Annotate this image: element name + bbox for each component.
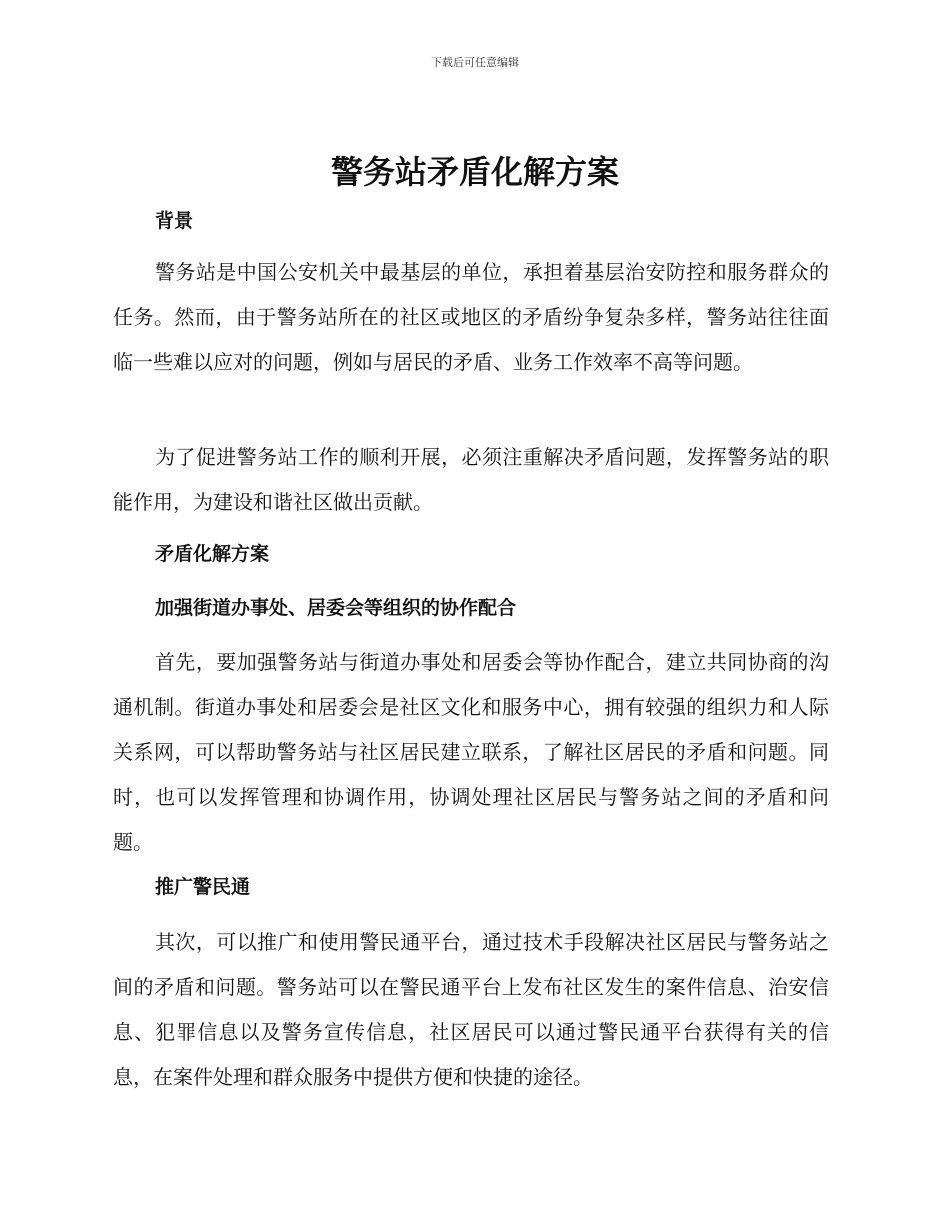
- section-heading-resolution-plan: 矛盾化解方案: [155, 543, 270, 565]
- section-heading-background: 背景: [155, 210, 194, 232]
- document-title: 警务站矛盾化解方案: [330, 153, 619, 191]
- paragraph-background-1: 警务站是中国公安机关中最基层的单位，承担着基层治安防控和服务群众的任务。然而，由于警务站所在的社区或地区的矛盾纷争复杂多样，警务站往往面临一些难以应对的问题，例如与居民的矛盾、业务工作效率不高等问题。: [113, 260, 829, 374]
- section-heading-police-app: 推广警民通: [155, 876, 251, 898]
- page-header: 下载后可任意编辑: [431, 56, 519, 69]
- paragraph-background-2: 为了促进警务站工作的顺利开展，必须注重解决矛盾问题，发挥警务站的职能作用，为建设和谐社区做出贡献。: [113, 445, 829, 514]
- section-heading-cooperation: 加强街道办事处、居委会等组织的协作配合: [155, 597, 517, 619]
- paragraph-cooperation: 首先，要加强警务站与街道办事处和居委会等协作配合，建立共同协商的沟通机制。街道办事处和居委会是社区文化和服务中心，拥有较强的组织力和人际关系网，可以帮助警务站与社区居民建立联系，了解社区居民的矛盾和问题。同时，也可以发挥管理和协调作用，协调处理社区居民与警务站之间的矛盾和问题。: [113, 650, 829, 854]
- paragraph-police-app: 其次，可以推广和使用警民通平台，通过技术手段解决社区居民与警务站之间的矛盾和问题。警务站可以在警民通平台上发布社区发生的案件信息、治安信息、犯罪信息以及警务宣传信息，社区居民可以通过警民通平台获得有关的信息，在案件处理和群众服务中提供方便和快捷的途径。: [113, 930, 829, 1089]
